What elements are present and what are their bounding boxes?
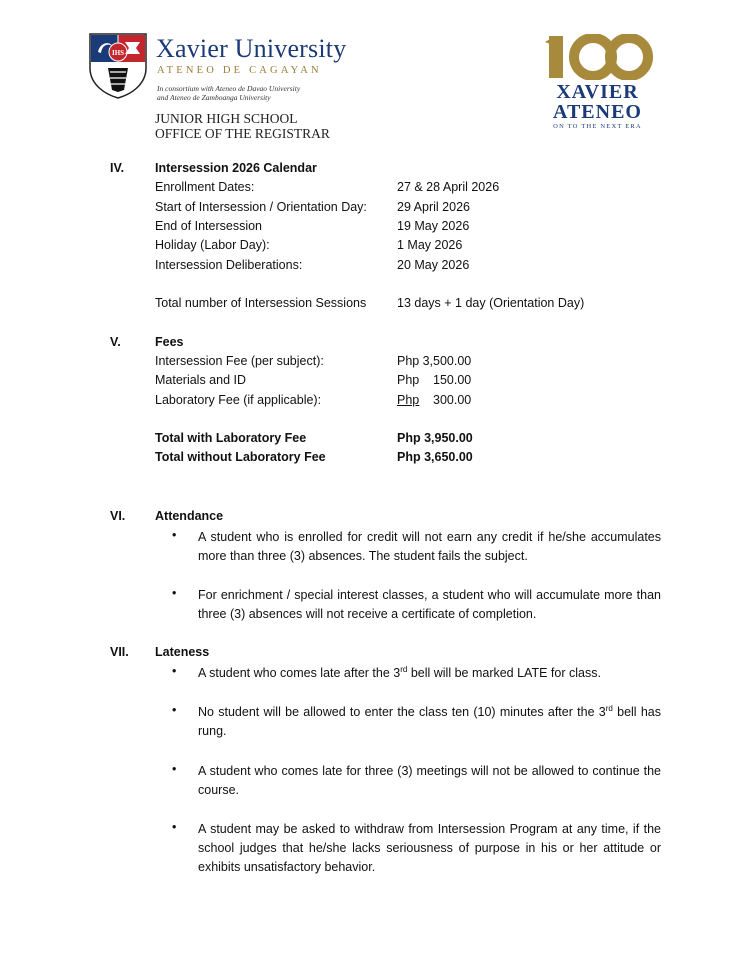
fee-amount: 300.00	[433, 393, 472, 407]
calendar-row-value: 29 April 2026	[397, 200, 470, 214]
section-title-fees: Fees	[155, 335, 184, 349]
calendar-row-value: 19 May 2026	[397, 219, 470, 233]
section-number-lateness: VII.	[110, 645, 129, 659]
lateness-rule: No student will be allowed to enter the class ten (10) minutes after the 3rd bell has rung.	[198, 704, 661, 738]
consortium-note: In consortium with Ateneo de Davao University and Ateneo de Zamboanga University	[157, 84, 301, 102]
university-shield-logo	[88, 32, 148, 100]
calendar-row-label: Intersession Deliberations:	[155, 258, 303, 272]
calendar-row-value: 1 May 2026	[397, 238, 463, 252]
section-number-attendance: VI.	[110, 509, 126, 523]
fee-row-label: Laboratory Fee (if applicable):	[155, 393, 322, 407]
centennial-100-mark	[543, 34, 653, 80]
calendar-row-label: Enrollment Dates:	[155, 180, 255, 194]
fee-row-value	[397, 393, 471, 407]
svg-text:IHS: IHS	[111, 49, 125, 57]
centennial-xavier: XAVIER	[556, 81, 639, 103]
bullet-icon: •	[172, 762, 177, 776]
bullet-icon: •	[172, 586, 177, 600]
fee-currency: Php	[397, 354, 420, 368]
office-name: JUNIOR HIGH SCHOOL OFFICE OF THE REGISTRAR	[155, 111, 330, 141]
fee-row-label: Intersession Fee (per subject):	[155, 354, 324, 368]
section-number-fees: V.	[110, 335, 121, 349]
university-subtitle: ATENEO DE CAGAYAN	[157, 65, 322, 76]
centennial-ateneo: ATENEO	[553, 101, 642, 123]
calendar-row-value: 20 May 2026	[397, 258, 470, 272]
fee-row-label: Materials and ID	[155, 373, 247, 387]
centennial-logo	[540, 34, 655, 130]
total-with-lab-value: Php 3,950.00	[397, 431, 473, 445]
section-title-attendance: Attendance	[155, 509, 224, 523]
section-title-calendar: Intersession 2026 Calendar	[155, 161, 317, 175]
fee-row-value	[397, 354, 471, 368]
calendar-row-value: 27 & 28 April 2026	[397, 180, 500, 194]
calendar-row-label: End of Intersession	[155, 219, 263, 233]
lateness-rule: A student may be asked to withdraw from Intersession Program at any time, if the school judges that he/she lacks seriousness of purpose in his or her attitude or exhibits unsatisfactory behavior.	[198, 822, 661, 874]
attendance-rule: A student who is enrolled for credit will not earn any credit if he/she accumulates more than three (3) absences. The student fails the subject.	[198, 530, 661, 563]
fee-currency: Php	[397, 393, 420, 407]
centennial-tagline: ON TO THE NEXT ERA	[553, 123, 642, 130]
lateness-rule: A student who comes late after the 3rd bell will be marked LATE for class.	[198, 665, 601, 680]
calendar-total-value: 13 days + 1 day (Orientation Day)	[397, 296, 585, 310]
bullet-icon: •	[172, 703, 177, 717]
bullet-icon: •	[172, 664, 177, 678]
calendar-row-label: Start of Intersession / Orientation Day:	[155, 200, 367, 214]
total-without-lab-value: Php 3,650.00	[397, 450, 473, 464]
calendar-total-label: Total number of Intersession Sessions	[155, 296, 367, 310]
bullet-icon: •	[172, 528, 177, 542]
letterhead	[0, 0, 750, 150]
fee-row-value	[397, 373, 471, 387]
section-title-lateness: Lateness	[155, 645, 210, 659]
fee-currency: Php	[397, 373, 420, 387]
section-number-calendar: IV.	[110, 161, 125, 175]
lateness-rule: A student who comes late for three (3) meetings will not be allowed to continue the course.	[198, 764, 661, 797]
total-without-lab-label: Total without Laboratory Fee	[155, 450, 326, 464]
attendance-rule: For enrichment / special interest classes, a student who will accumulate more than three (3) absences will not receive a certificate of completion.	[198, 588, 661, 621]
bullet-icon: •	[172, 820, 177, 834]
calendar-row-label: Holiday (Labor Day):	[155, 238, 270, 252]
total-with-lab-label: Total with Laboratory Fee	[155, 431, 307, 445]
fee-amount: 150.00	[433, 373, 472, 387]
fee-amount: 3,500.00	[422, 354, 472, 368]
university-name: Xavier University	[156, 34, 347, 63]
